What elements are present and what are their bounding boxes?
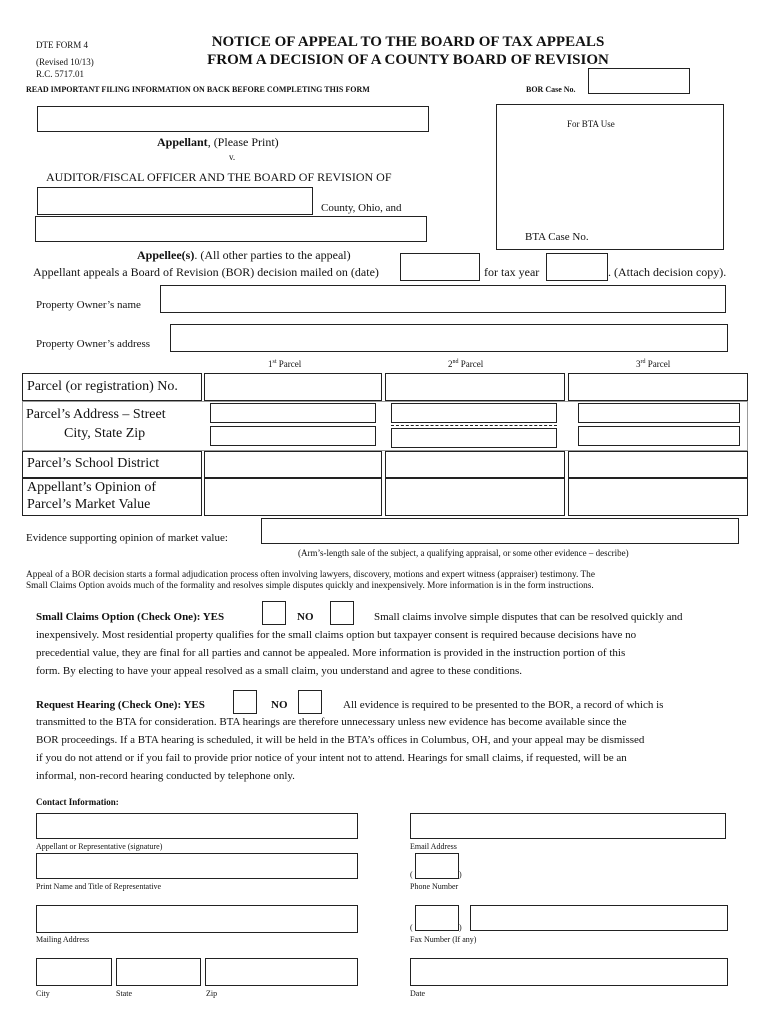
mailing-address-field[interactable] — [36, 905, 358, 933]
bta-case-label: BTA Case No. — [525, 231, 589, 243]
parcel-number-row-label: Parcel (or registration) No. — [27, 379, 178, 394]
parcel-2-divider — [391, 425, 557, 426]
owner-name-field[interactable] — [160, 285, 726, 313]
bta-use-label: For BTA Use — [567, 119, 615, 129]
hearing-desc-5: informal, non-record hearing conducted by telephone only. — [36, 770, 295, 782]
small-claims-yes-checkbox[interactable] — [262, 601, 286, 625]
parcel-1-school-field[interactable] — [204, 451, 382, 478]
fax-paren-close: ) — [459, 923, 462, 932]
small-claims-no-checkbox[interactable] — [330, 601, 354, 625]
hearing-no-checkbox[interactable] — [298, 690, 322, 714]
city-label: City — [36, 989, 50, 998]
evidence-field[interactable] — [261, 518, 739, 544]
appeal-note: Appeal of a BOR decision starts a formal adjudication process often involving lawyers, discovery, motions and expert witness (appraiser) testimony. The Small Claims Option avoids much of the formality and resolves simple disputes quickly and inexpensively. More information is in the form instructions. — [26, 570, 595, 591]
bor-case-number-field[interactable] — [588, 68, 690, 94]
school-district-row-label-box — [22, 451, 202, 478]
parcel-header-3: 3rd Parcel — [636, 359, 671, 369]
revised-date: (Revised 10/13) — [36, 57, 94, 67]
county-suffix-label: County, Ohio, and — [321, 202, 402, 214]
fax-number-field[interactable] — [470, 905, 728, 931]
parcel-number-row-label-box — [22, 373, 202, 401]
phone-paren-open: ( — [410, 870, 413, 879]
email-field[interactable] — [410, 813, 726, 839]
fax-label: Fax Number (If any) — [410, 935, 477, 944]
parcel-header-2: 2nd Parcel — [448, 359, 484, 369]
print-name-label: Print Name and Title of Representative — [36, 882, 162, 891]
hearing-no-label: NO — [271, 699, 288, 711]
phone-area-code-field[interactable] — [415, 853, 459, 879]
zip-label: Zip — [206, 989, 218, 998]
small-claims-desc-4: form. By electing to have your appeal resolved as a small claim, you understand and agree to these conditions. — [36, 665, 522, 677]
date-label: Date — [410, 989, 426, 998]
parcel-3-number-field[interactable] — [568, 373, 748, 401]
parcel-2-city-field[interactable] — [391, 428, 557, 448]
parcel-3-school-field[interactable] — [568, 451, 748, 478]
parcel-1-market-value-field[interactable] — [204, 478, 382, 516]
fax-area-code-field[interactable] — [415, 905, 459, 931]
tax-year-field[interactable] — [546, 253, 608, 281]
evidence-label: Evidence supporting opinion of market value: — [26, 532, 228, 544]
print-name-field[interactable] — [36, 853, 358, 879]
parcel-2-number-field[interactable] — [385, 373, 565, 401]
decision-date-field[interactable] — [400, 253, 480, 281]
zip-field[interactable] — [205, 958, 358, 986]
bta-use-box — [496, 104, 724, 250]
parcel-1-street-field[interactable] — [210, 403, 376, 423]
small-claims-desc-1: Small claims involve simple disputes that can be resolved quickly and — [374, 611, 683, 623]
county-field[interactable] — [37, 187, 313, 215]
signature-label: Appellant or Representative (signature) — [36, 842, 163, 851]
hearing-desc-4: if you do not attend or if you fail to provide prior notice of your intent not to attend. Hearings for small claims, if requested, will be an — [36, 752, 627, 764]
form-title-line2: FROM A DECISION OF A COUNTY BOARD OF REVISION — [207, 52, 609, 68]
school-district-row-label: Parcel’s School District — [27, 456, 160, 471]
hearing-desc-3: BOR proceedings. If a BTA hearing is scheduled, it will be held in the BTA’s offices in Columbus, OH, and your appeal may be dismissed — [36, 734, 645, 746]
tax-year-label: for tax year — [484, 265, 540, 279]
state-label: State — [116, 989, 132, 998]
email-label: Email Address — [410, 842, 457, 851]
parcel-3-market-value-field[interactable] — [568, 478, 748, 516]
owner-address-field[interactable] — [170, 324, 728, 352]
phone-label: Phone Number — [410, 882, 459, 891]
attach-decision-note: . (Attach decision copy). — [608, 265, 727, 279]
parcel-2-street-field[interactable] — [391, 403, 557, 423]
market-value-row-label-box — [22, 478, 202, 516]
state-field[interactable] — [116, 958, 201, 986]
small-claims-desc-3: precedential value, they are final for all parties and cannot be appealed. More information is provided in the instruction portion of this — [36, 647, 626, 659]
bor-case-label: BOR Case No. — [526, 85, 576, 94]
decision-mailed-text: Appellant appeals a Board of Revision (BOR) decision mailed on (date) — [33, 265, 379, 279]
parcel-address-row-label-1: Parcel’s Address – Street — [26, 407, 166, 422]
hearing-yes-checkbox[interactable] — [233, 690, 257, 714]
hearing-label: Request Hearing (Check One): YES — [36, 699, 205, 711]
appellant-name-field[interactable] — [37, 106, 429, 132]
parcel-3-city-field[interactable] — [578, 426, 740, 446]
fax-paren-open: ( — [410, 923, 413, 932]
parcel-header-1: 1st Parcel — [268, 359, 302, 369]
form-title-line1: NOTICE OF APPEAL TO THE BOARD OF TAX APPEALS — [211, 34, 605, 50]
statute-reference: R.C. 5717.01 — [36, 69, 85, 79]
phone-paren-close: ) — [459, 870, 462, 879]
evidence-note: (Arm’s-length sale of the subject, a qualifying appraisal, or some other evidence – describe) — [298, 548, 629, 558]
versus-label: v. — [229, 152, 236, 162]
parcel-2-market-value-field[interactable] — [385, 478, 565, 516]
market-value-row-label-2: Parcel’s Market Value — [27, 497, 151, 512]
parcel-1-city-field[interactable] — [210, 426, 376, 446]
hearing-desc-2: transmitted to the BTA for consideration. BTA hearings are therefore unnecessary unless new evidence has become available since the — [36, 716, 627, 728]
parcel-address-row-label-2: City, State Zip — [64, 426, 146, 441]
appellee-name-field[interactable] — [35, 216, 427, 242]
contact-heading: Contact Information: — [36, 797, 119, 807]
owner-name-label: Property Owner’s name — [36, 299, 141, 311]
small-claims-label: Small Claims Option (Check One): YES — [36, 611, 225, 623]
appellee-caption: Appellee(s). (All other parties to the appeal) — [137, 248, 351, 262]
hearing-desc-1: All evidence is required to be presented to the BOR, a record of which is — [343, 699, 664, 711]
date-field[interactable] — [410, 958, 728, 986]
parcel-2-school-field[interactable] — [385, 451, 565, 478]
small-claims-no-label: NO — [297, 611, 314, 623]
form-id: DTE FORM 4 — [36, 40, 89, 50]
filing-instruction-note: READ IMPORTANT FILING INFORMATION ON BACK BEFORE COMPLETING THIS FORM — [26, 85, 370, 94]
market-value-row-label-1: Appellant’s Opinion of — [27, 480, 157, 495]
mailing-address-label: Mailing Address — [36, 935, 90, 944]
parcel-3-street-field[interactable] — [578, 403, 740, 423]
small-claims-desc-2: inexpensively. Most residential property qualifies for the small claims option but taxpayer consent is required because decisions have no — [36, 629, 637, 641]
appellant-caption: Appellant, (Please Print) — [157, 135, 279, 149]
auditor-board-text: AUDITOR/FISCAL OFFICER AND THE BOARD OF REVISION OF — [46, 170, 392, 184]
owner-address-label: Property Owner’s address — [36, 338, 151, 350]
signature-field[interactable] — [36, 813, 358, 839]
city-field[interactable] — [36, 958, 112, 986]
parcel-1-number-field[interactable] — [204, 373, 382, 401]
